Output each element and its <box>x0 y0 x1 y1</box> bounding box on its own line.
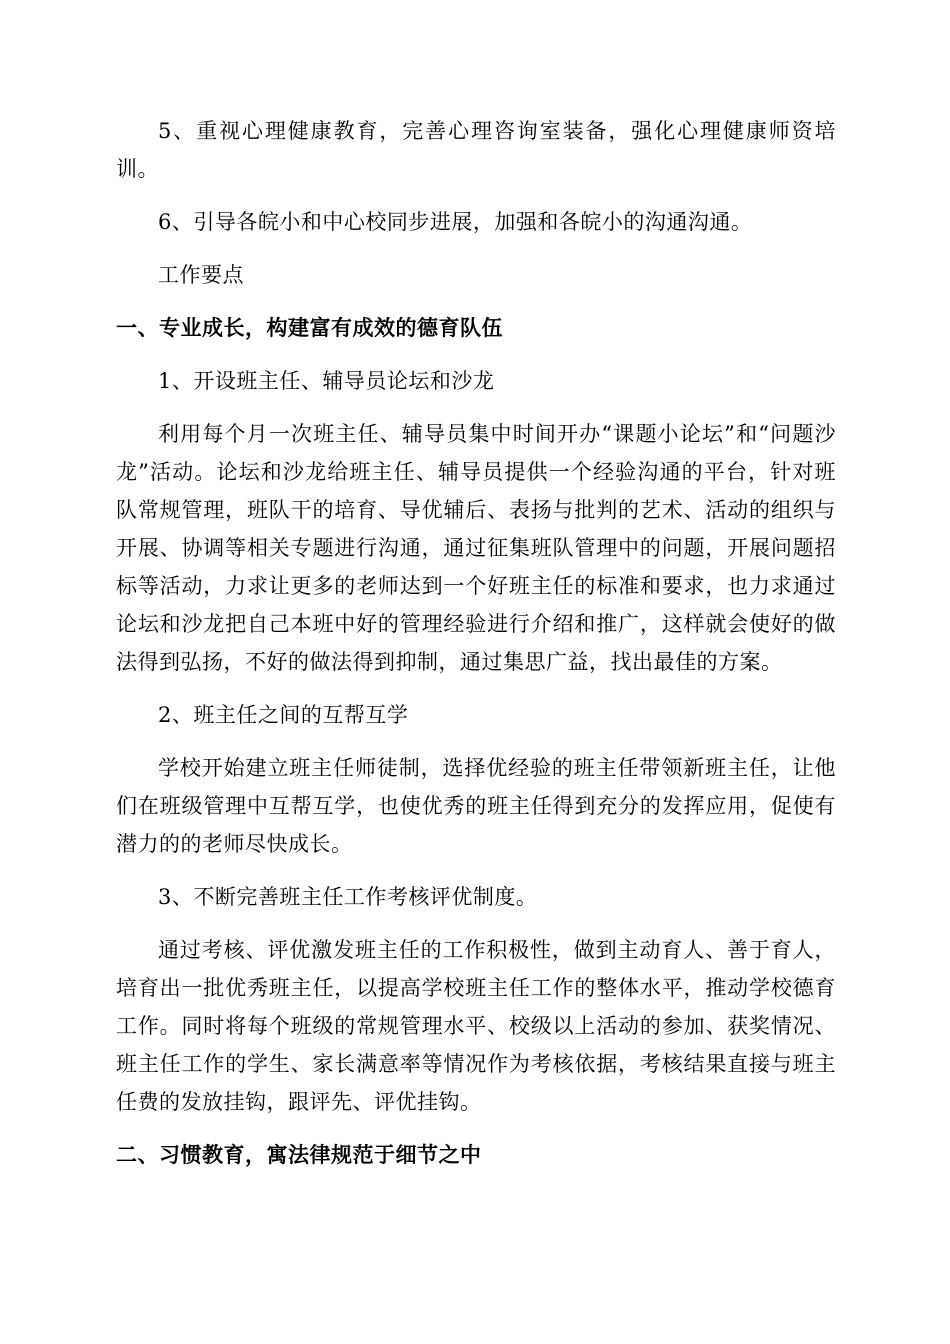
document-page <box>116 112 836 1189</box>
subheading-3: 3、不断完善班主任工作考核评优制度。 <box>158 885 538 909</box>
heading-section-2: 二、习惯教育，寓法律规范于细节之中 <box>116 1142 482 1167</box>
para-item-6: 6、引导各皖小和中心校同步进展，加强和各皖小的沟通沟通。 <box>158 210 753 234</box>
para-work-points: 工作要点 <box>158 263 244 287</box>
para-forum-detail: 利用每个月一次班主任、辅导员集中时间开办“课题小论坛”和“问题沙龙”活动。论坛和沙龙给班主任、辅导员提供一个经验沟通的平台，针对班队常规管理，班队干的培育、导优辅后、表扬与批判的艺术、活动的组织与开展、协调等相关专题进行沟通，通过征集班队管理中的问题，开展问题招标等活动，力求让更多的老师达到一个好班主任的标准和要求，也力求通过论坛和沙龙把自己本班中好的管理经验进行介绍和推广，这样就会使好的做法得到弘扬，不好的做法得到抑制，通过集思广益，找出最佳的方案。 <box>116 422 836 674</box>
para-item-5: 5、重视心理健康教育，完善心理咨询室装备，强化心理健康师资培训。 <box>116 119 836 181</box>
para-mentor-detail: 学校开始建立班主任师徒制，选择优经验的班主任带领新班主任，让他们在班级管理中互帮互学，也使优秀的班主任得到充分的发挥应用，促使有潜力的的老师尽快成长。 <box>116 756 836 856</box>
subheading-2: 2、班主任之间的互帮互学 <box>158 703 409 727</box>
heading-section-1: 一、专业成长，构建富有成效的德育队伍 <box>116 315 503 340</box>
para-assessment-detail: 通过考核、评优激发班主任的工作积极性，做到主动育人、善于育人，培育出一批优秀班主任，以提高学校班主任工作的整体水平，推动学校德育工作。同时将每个班级的常规管理水平、校级以上活动的参加、获奖情况、班主任工作的学生、家长满意率等情况作为考核依据，考核结果直接与班主任费的发放挂钩，跟评先、评优挂钩。 <box>116 938 836 1114</box>
subheading-1: 1、开设班主任、辅导员论坛和沙龙 <box>158 369 495 393</box>
